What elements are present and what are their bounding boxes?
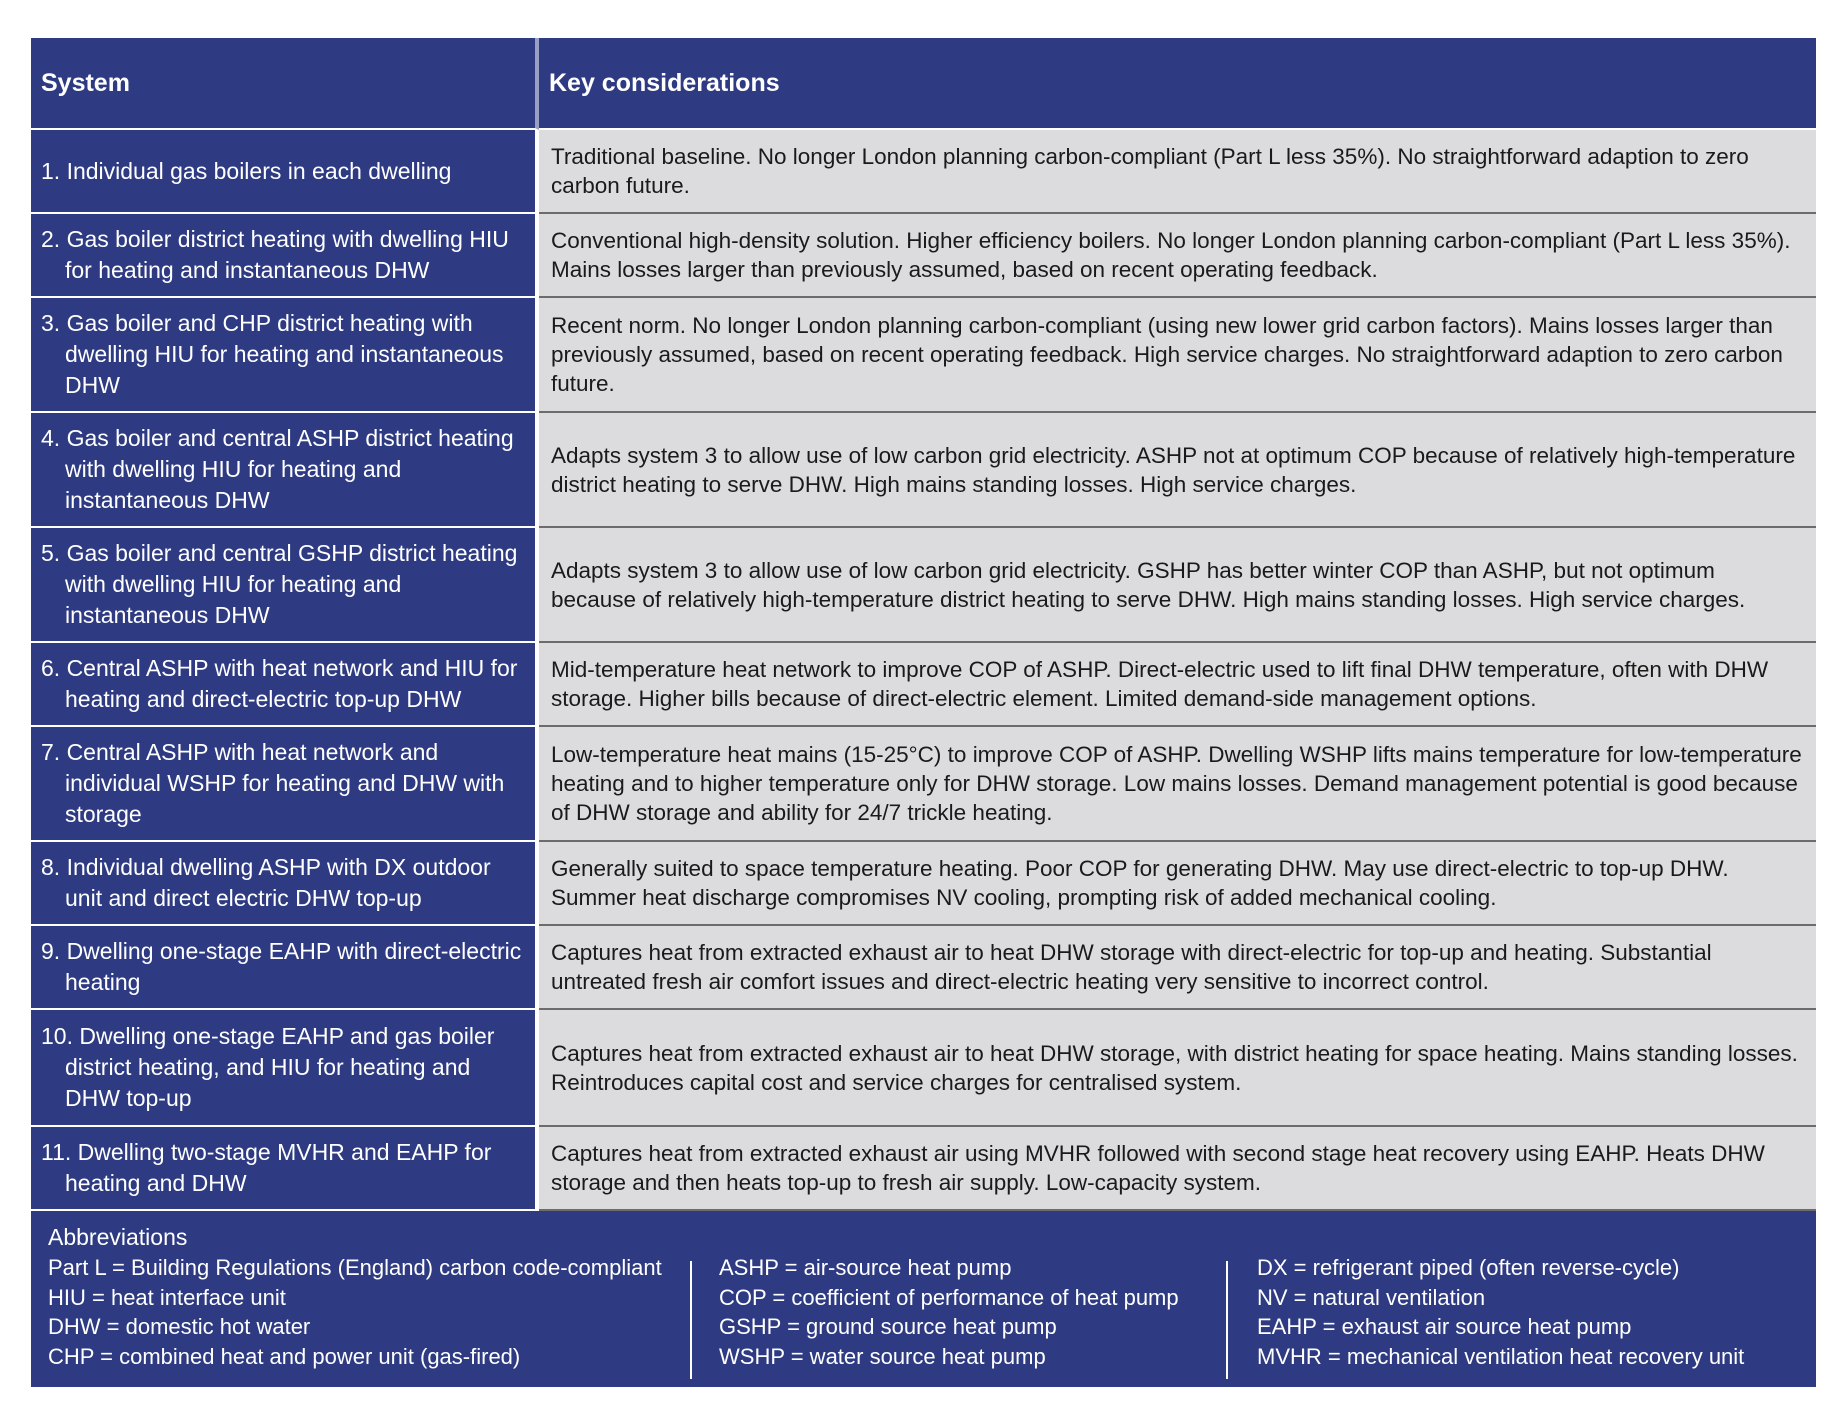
abbreviations-column-2	[719, 1253, 1179, 1371]
abbreviation-item: EAHP = exhaust air source heat pump	[1257, 1314, 1632, 1339]
row-9-system: 9. Dwelling one-stage EAHP with direct-electric heating	[31, 926, 539, 1010]
row-5-system: 5. Gas boiler and central GSHP district heating with dwelling HIU for heating and instantaneous DHW	[31, 528, 539, 643]
abbreviation-item: CHP = combined heat and power unit (gas-fired)	[48, 1343, 521, 1369]
abbreviation-item: NV = natural ventilation	[1257, 1284, 1486, 1310]
abbreviation-item: MVHR = mechanical ventilation heat recovery unit	[1257, 1343, 1745, 1369]
abbreviations-column-1	[48, 1253, 662, 1371]
row-8-system: 8. Individual dwelling ASHP with DX outdoor unit and direct electric DHW top-up	[31, 842, 539, 926]
abbreviations-title: Abbreviations	[48, 1224, 188, 1250]
row-7-considerations: Low-temperature heat mains (15-25°C) to improve COP of ASHP. Dwelling WSHP lifts mains temperature for low-temperature heating and to higher temperature only for DHW storage. Low mains losses. Demand management potential is good because of DHW storage and ability for 24/7 trickle heating.	[539, 727, 1816, 842]
heating-systems-table	[31, 38, 1816, 1387]
row-5-considerations: Adapts system 3 to allow use of low carbon grid electricity. GSHP has better winter COP than ASHP, but not optimum because of relatively high-temperature district heating to serve DHW. High mains standing losses. High service charges.	[539, 528, 1816, 643]
column-divider	[1226, 1261, 1228, 1379]
abbreviation-item: DHW = domestic hot water	[48, 1314, 311, 1339]
abbreviation-item: WSHP = water source heat pump	[719, 1343, 1046, 1369]
row-4-considerations: Adapts system 3 to allow use of low carbon grid electricity. ASHP not at optimum COP because of relatively high-temperature district heating to serve DHW. High mains standing losses. High service charges.	[539, 413, 1816, 528]
abbreviation-item: ASHP = air-source heat pump	[719, 1255, 1012, 1280]
abbreviations-panel	[31, 1211, 1816, 1387]
row-3-system: 3. Gas boiler and CHP district heating with dwelling HIU for heating and instantaneous DHW	[31, 298, 539, 413]
row-10-system: 10. Dwelling one-stage EAHP and gas boiler district heating, and HIU for heating and DHW top-up	[31, 1010, 539, 1127]
row-11-system: 11. Dwelling two-stage MVHR and EAHP for heating and DHW	[31, 1127, 539, 1211]
row-3-considerations: Recent norm. No longer London planning carbon-compliant (using new lower grid carbon factors). Mains losses larger than previously assumed, based on recent operating feedback. High service charges. No straightforward adaption to zero carbon future.	[539, 298, 1816, 413]
header-system: System	[31, 38, 539, 130]
row-1-system: 1. Individual gas boilers in each dwelling	[31, 130, 539, 214]
row-2-system: 2. Gas boiler district heating with dwelling HIU for heating and instantaneous DHW	[31, 214, 539, 298]
header-considerations: Key considerations	[539, 38, 1816, 130]
abbreviation-item: HIU = heat interface unit	[48, 1284, 286, 1310]
abbreviation-item: GSHP = ground source heat pump	[719, 1314, 1057, 1339]
row-8-considerations: Generally suited to space temperature heating. Poor COP for generating DHW. May use direct-electric to top-up DHW. Summer heat discharge compromises NV cooling, prompting risk of added mechanical cooling.	[539, 842, 1816, 926]
row-11-considerations: Captures heat from extracted exhaust air using MVHR followed with second stage heat recovery using EAHP. Heats DHW storage and then heats top-up to fresh air supply. Low-capacity system.	[539, 1127, 1816, 1211]
column-divider	[690, 1261, 692, 1379]
row-2-considerations: Conventional high-density solution. Higher efficiency boilers. No longer London planning carbon-compliant (Part L less 35%). Mains losses larger than previously assumed, based on recent operating feedback.	[539, 214, 1816, 298]
abbreviation-item: COP = coefficient of performance of heat pump	[719, 1284, 1179, 1310]
row-7-system: 7. Central ASHP with heat network and individual WSHP for heating and DHW with storage	[31, 727, 539, 842]
abbreviation-item: DX = refrigerant piped (often reverse-cycle)	[1257, 1255, 1680, 1280]
row-6-considerations: Mid-temperature heat network to improve COP of ASHP. Direct-electric used to lift final DHW temperature, often with DHW storage. Higher bills because of direct-electric element. Limited demand-side management options.	[539, 643, 1816, 727]
abbreviation-item: Part L = Building Regulations (England) carbon code-compliant	[48, 1255, 662, 1280]
abbreviations-column-3	[1257, 1253, 1744, 1371]
row-9-considerations: Captures heat from extracted exhaust air to heat DHW storage with direct-electric for top-up and heating. Substantial untreated fresh air comfort issues and direct-electric heating very sensitive to incorrect control.	[539, 926, 1816, 1010]
row-10-considerations: Captures heat from extracted exhaust air to heat DHW storage, with district heating for space heating. Mains standing losses. Reintroduces capital cost and service charges for centralised system.	[539, 1010, 1816, 1127]
row-6-system: 6. Central ASHP with heat network and HIU for heating and direct-electric top-up DHW	[31, 643, 539, 727]
row-4-system: 4. Gas boiler and central ASHP district heating with dwelling HIU for heating and instantaneous DHW	[31, 413, 539, 528]
table-grid	[31, 38, 1816, 1211]
row-1-considerations: Traditional baseline. No longer London planning carbon-compliant (Part L less 35%). No straightforward adaption to zero carbon future.	[539, 130, 1816, 214]
